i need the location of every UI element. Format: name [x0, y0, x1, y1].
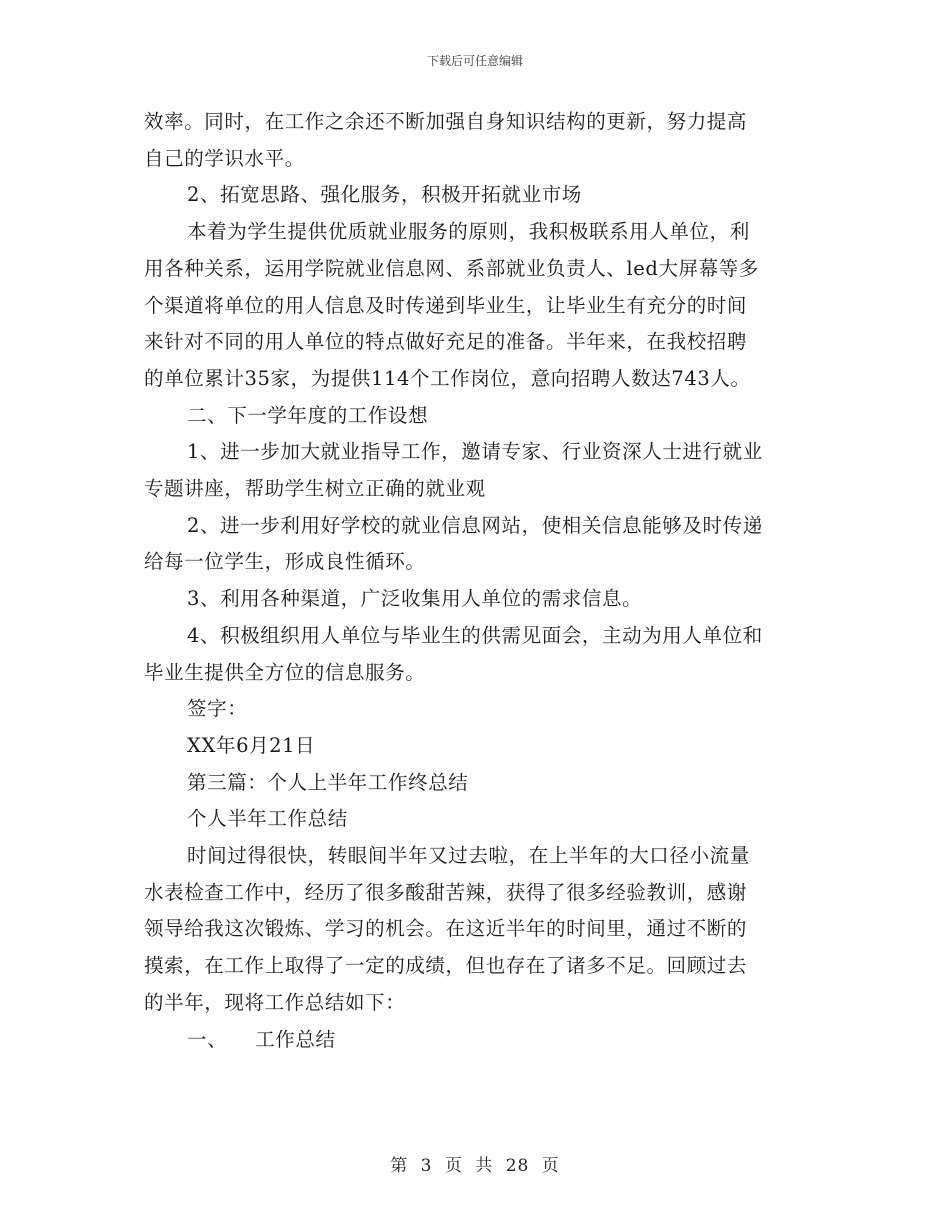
paragraph-line: 本着为学生提供优质就业服务的原则，我积极联系用人单位，利 — [187, 220, 750, 244]
section-heading — [144, 1022, 820, 1059]
paragraph-line: 领导给我这次锻炼、学习的机会。在这近半年的时间里，通过不断的 — [144, 917, 748, 941]
paragraph-line: 效率。同时，在工作之余还不断加强自身知识结构的更新，努力提高 — [144, 110, 748, 133]
paragraph-line: 4、积极组织用人单位与毕业生的供需见面会，主动为用人单位和 — [187, 623, 763, 647]
paragraph-line: 专题讲座，帮助学生树立正确的就业观 — [144, 477, 486, 501]
chapter-title: 第三篇：个人上半年工作终总结 — [187, 770, 469, 794]
paragraph-line: 摸索，在工作上取得了一定的成绩，但也存在了诸多不足。回顾过去 — [144, 954, 748, 978]
signature-label: 签字： — [187, 697, 248, 721]
paragraph-line: 时间过得很快，转眼间半年又过去啦，在上半年的大口径小流量 — [187, 844, 750, 868]
paragraph-line: 用各种关系，运用学院就业信息网、系部就业负责人、led大屏幕等多 — [144, 256, 759, 280]
paragraph-line: 给每一位学生，形成良性循环。 — [144, 550, 426, 574]
document-title: 个人半年工作总结 — [187, 807, 348, 831]
paragraph-line: 1、进一步加大就业指导工作，邀请专家、行业资深人士进行就业 — [187, 440, 763, 464]
paragraph-line: 的单位累计35家，为提供114个工作岗位，意向招聘人数达743人。 — [144, 366, 751, 390]
paragraph-line: 个渠道将单位的用人信息及时传递到毕业生，让毕业生有充分的时间 — [144, 293, 748, 317]
heading-text: 工作总结 — [255, 1027, 336, 1051]
page-header: 下载后可任意编辑 — [426, 54, 523, 68]
paragraph-line: 自己的学识水平。 — [144, 146, 305, 170]
document-body — [144, 104, 820, 1058]
heading-number: 一、 — [187, 1027, 228, 1051]
paragraph-line: 的半年，现将工作总结如下： — [144, 990, 406, 1014]
section-heading: 二、下一学年度的工作设想 — [187, 403, 429, 427]
paragraph-line: 2、进一步利用好学校的就业信息网站，使相关信息能够及时传递 — [187, 513, 763, 537]
paragraph-line: 3、利用各种渠道，广泛收集用人单位的需求信息。 — [187, 587, 643, 611]
date-line: XX年6月21日 — [187, 733, 316, 757]
page-footer: 第 3 页 共 28 页 — [390, 1156, 560, 1176]
paragraph-line: 水表检查工作中，经历了很多酸甜苦辣，获得了很多经验教训，感谢 — [144, 880, 748, 904]
section-heading: 2、拓宽思路、强化服务，积极开拓就业市场 — [187, 183, 582, 207]
paragraph-line: 来针对不同的用人单位的特点做好充足的准备。半年来，在我校招聘 — [144, 330, 748, 354]
paragraph-line: 毕业生提供全方位的信息服务。 — [144, 660, 426, 684]
